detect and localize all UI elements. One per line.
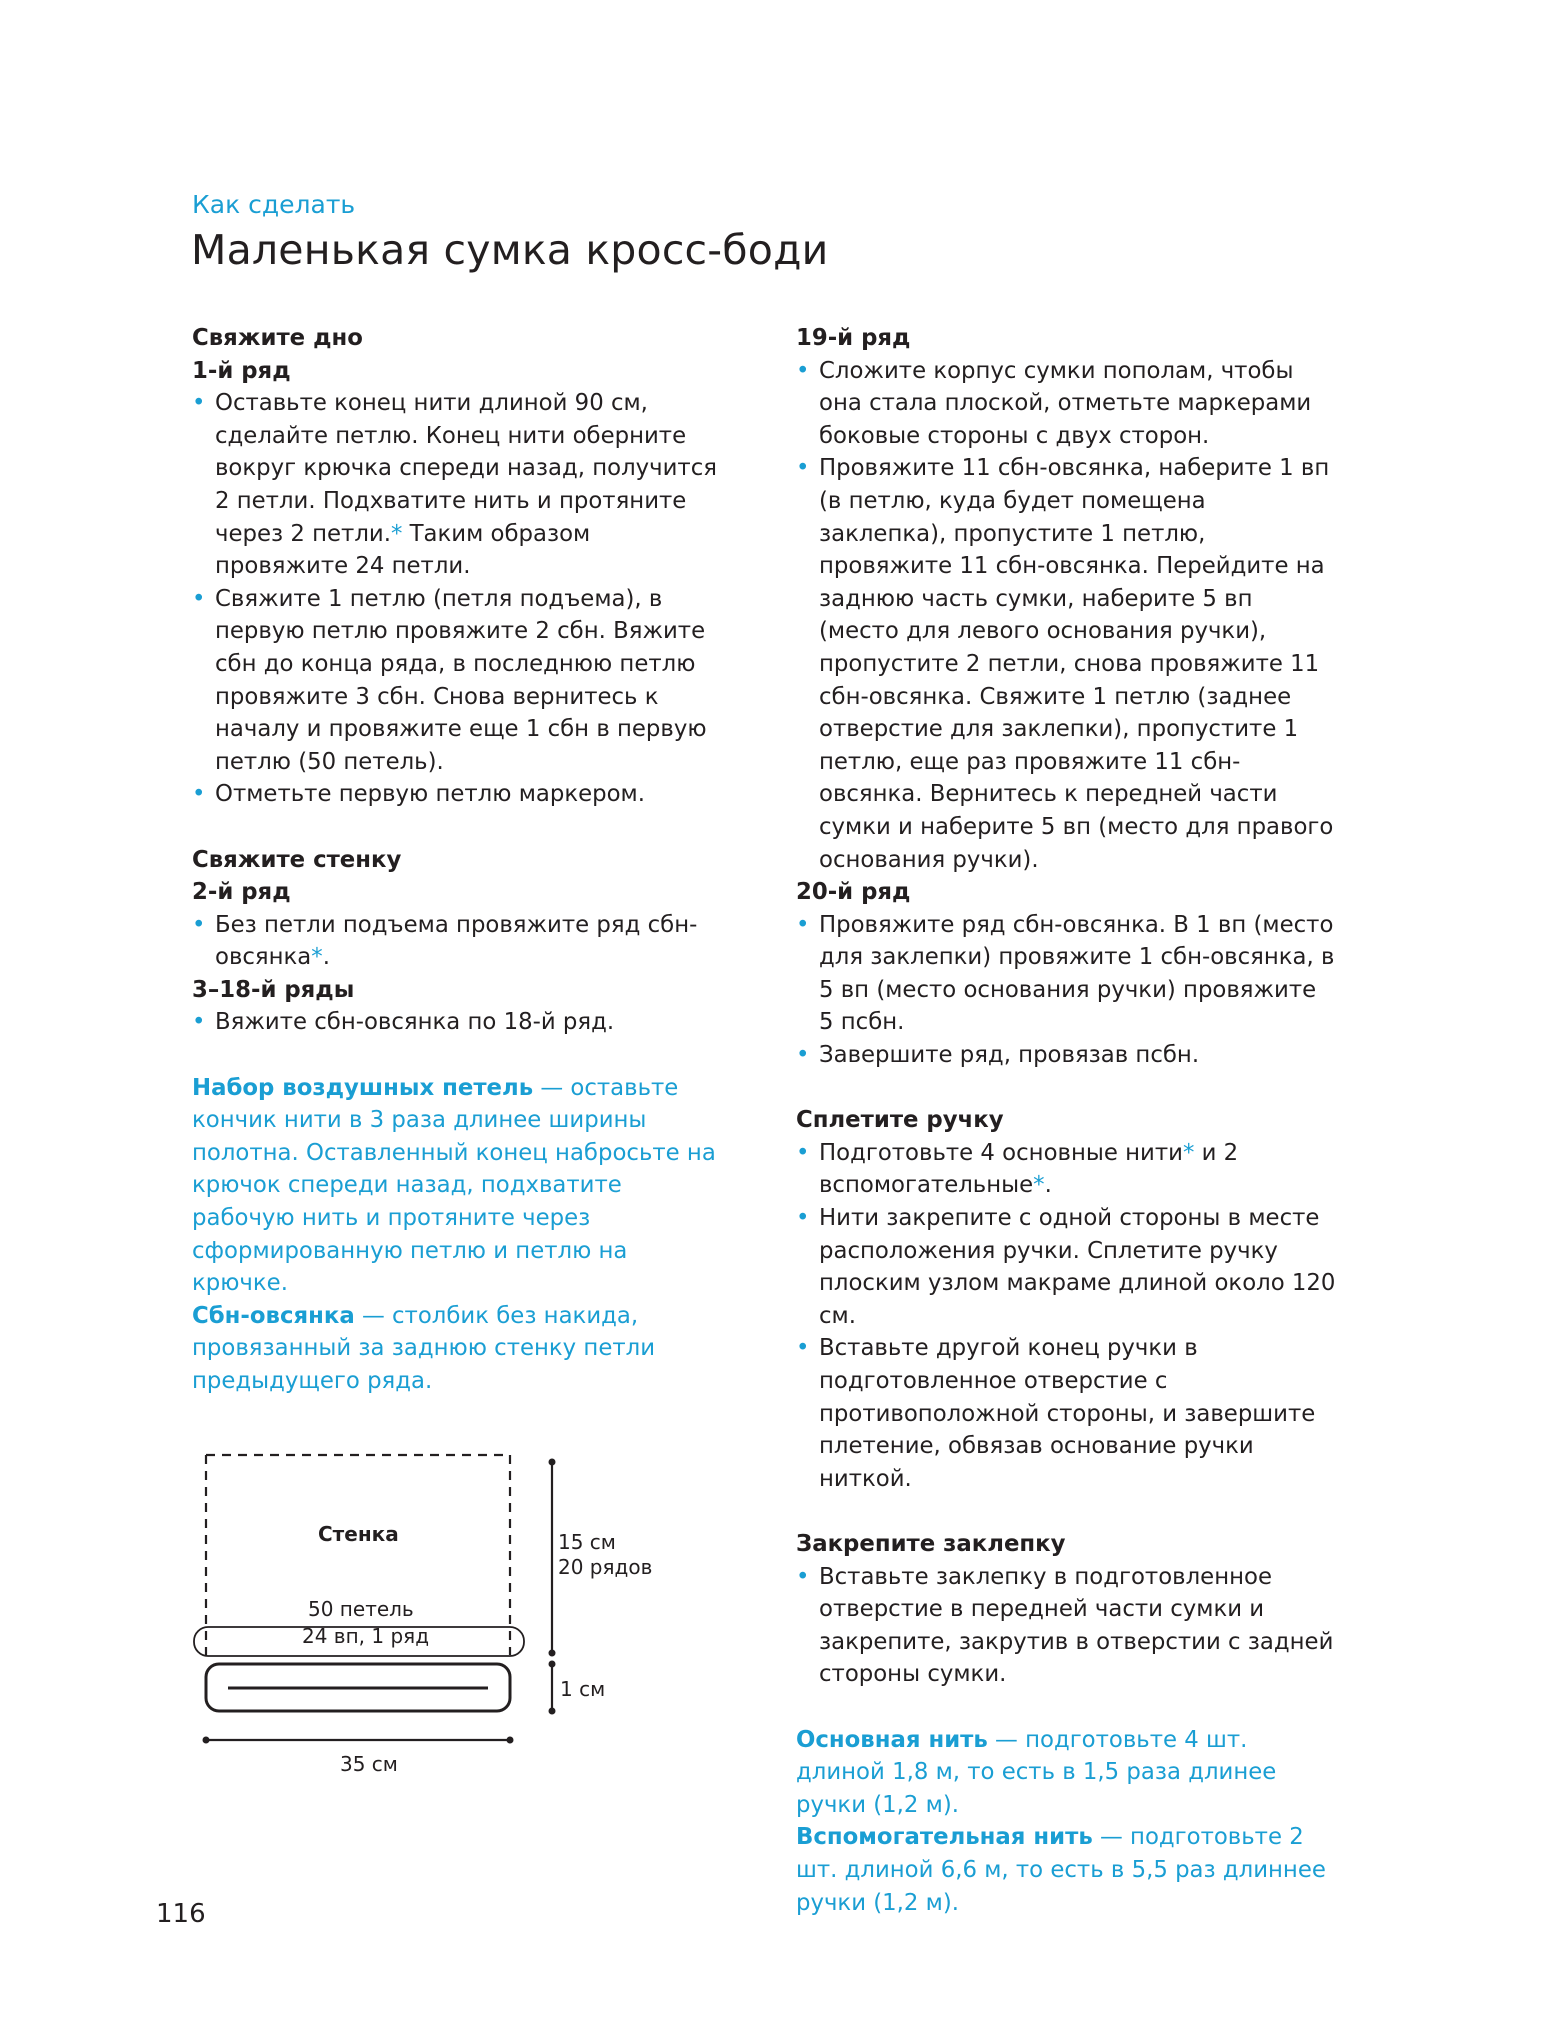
bullet-text: Вяжите сбн-овсянка по 18-й ряд. — [215, 1009, 615, 1036]
bullet-icon: • — [796, 357, 810, 384]
list-item — [192, 583, 722, 779]
footnote-asterisk: * — [1033, 1172, 1045, 1199]
height-cm-label: 15 см — [558, 1530, 616, 1554]
loops-label: 50 петель — [308, 1597, 414, 1621]
bag-schematic-diagram — [190, 1440, 670, 1780]
list-item — [796, 452, 1336, 876]
footnote-asterisk: * — [311, 944, 323, 971]
bullet-icon: • — [796, 1205, 810, 1232]
row-label-1: 1-й ряд — [192, 357, 291, 384]
wall-label: Стенка — [318, 1522, 399, 1546]
bullet-icon: • — [796, 455, 810, 482]
page-title: Маленькая сумка кросс-боди — [191, 226, 829, 274]
glossary-term: Вспомогательная нить — [796, 1824, 1093, 1851]
glossary-definition: — подготовьте 2 шт. длиной 6,6 м, то есть в 5,5 раз длиннее ручки (1,2 м). — [796, 1824, 1326, 1916]
glossary-definition: — оставьте кончик нити в 3 раза длинее ширины полотна. Оставленный конец набросьте на крючок спереди назад, подхватите рабочую нить и протяните через сформированную петлю и петлю на крючке. — [192, 1074, 716, 1297]
bullet-icon: • — [192, 1009, 206, 1036]
left-column — [192, 322, 722, 1398]
list-item — [796, 909, 1336, 1039]
bullet-icon: • — [192, 390, 206, 417]
height-rows-label: 20 рядов — [558, 1555, 653, 1579]
glossary-note — [796, 1724, 1336, 1920]
list-item — [796, 1039, 1336, 1072]
bullet-text: Завершите ряд, провязав псбн. — [819, 1042, 1200, 1069]
list-item — [796, 1561, 1336, 1691]
glossary-definition: — столбик без накида, провязанный за заднюю стенку петли предыдущего ряда. — [192, 1302, 656, 1394]
base-height-label: 1 см — [560, 1677, 606, 1701]
bullet-text: Вставьте заклепку в подготовленное отверстие в передней части сумки и закрепите, закрутив в отверстии с задней стороны сумки. — [819, 1563, 1334, 1688]
footnote-asterisk: * — [1182, 1139, 1195, 1166]
bullet-text: Провяжите 11 сбн-овсянка, наберите 1 вп (в петлю, куда будет помещена заклепка), пропустите 1 петлю, провяжите 11 сбн-овсянка. Перейдите на заднюю часть сумки, наберите 5 вп (место для левого основания ручки), пропустите 2 петли, снова провяжите 11 сбн-овсянка. Свяжите 1 петлю (заднее отверстие для заклепки), пропустите 1 петлю, еще раз провяжите 11 сбн-овсянка. Вернитесь к передней части сумки и наберите 5 вп (место для правого основания ручки). — [819, 455, 1334, 873]
width-label: 35 см — [340, 1752, 398, 1776]
glossary-term: Набор воздушных петель — [192, 1074, 534, 1101]
bullet-text: Таким образом провяжите 24 петли. — [215, 520, 591, 580]
heading-wall: Свяжите стенку — [192, 846, 402, 873]
bullet-text: и 2 вспомогательные — [819, 1139, 1239, 1199]
list-item — [796, 1332, 1336, 1495]
bullet-icon: • — [796, 1042, 810, 1069]
bullet-text: Провяжите ряд сбн-овсянка. В 1 вп (место для заклепки) провяжите 1 сбн-овсянка, в 5 вп (место основания ручки) провяжите 5 псбн. — [819, 911, 1335, 1036]
bullet-text: Нити закрепите с одной стороны в месте расположения ручки. Сплетите ручку плоским узлом макраме длиной около 120 см. — [819, 1205, 1336, 1329]
row-label-19: 19-й ряд — [796, 325, 911, 351]
row-label-20: 20-й ряд — [796, 879, 911, 906]
glossary-note — [192, 1072, 722, 1398]
heading-bottom: Свяжите дно — [192, 325, 363, 351]
chain-label: 24 вп, 1 ряд — [302, 1624, 430, 1648]
bullet-text: Вставьте другой конец ручки в подготовленное отверстие с противоположной стороны, и завершите плетение, обвязав основание ручки ниткой. — [819, 1335, 1316, 1492]
bullet-icon: • — [796, 1563, 810, 1590]
list-item — [192, 778, 722, 811]
list-item — [796, 1202, 1336, 1332]
section-kicker: Как сделать — [192, 190, 356, 219]
bullet-icon: • — [192, 911, 206, 938]
bullet-icon: • — [796, 911, 810, 938]
bullet-icon: • — [192, 585, 206, 612]
heading-handle: Сплетите ручку — [796, 1107, 1004, 1134]
bullet-text: Свяжите 1 петлю (петля подъема), в первую петлю провяжите 2 сбн. Вяжите сбн до конца ряда, в последнюю петлю провяжите 3 сбн. Снова вернитесь к началу и провяжите еще 1 сбн в первую петлю (50 петель). — [215, 585, 707, 775]
list-item — [192, 1006, 722, 1039]
footnote-asterisk: * — [390, 520, 403, 547]
list-item: • Подготовьте 4 основные нити* и 2 вспомогательные*. — [796, 1137, 1336, 1202]
list-item — [796, 355, 1336, 453]
glossary-term: Сбн-овсянка — [192, 1302, 355, 1329]
list-item — [192, 387, 722, 583]
list-item: • Без петли подъема провяжите ряд сбн-овсянка*. — [192, 909, 722, 974]
schematic-drawing — [190, 1440, 670, 1780]
bullet-text: Подготовьте 4 основные нити — [819, 1139, 1183, 1166]
page-number: 116 — [156, 1899, 206, 1929]
heading-rivet: Закрепите заклепку — [796, 1530, 1066, 1557]
row-label-2: 2-й ряд — [192, 879, 291, 906]
right-column — [796, 322, 1336, 1919]
bullet-icon: • — [796, 1139, 810, 1166]
glossary-definition: — подготовьте 4 шт. длиной 1,8 м, то есть в 1,5 раза длинее ручки (1,2 м). — [796, 1726, 1277, 1818]
glossary-term: Основная нить — [796, 1726, 988, 1753]
bullet-text: Оставьте конец нити длиной 90 см, сделайте петлю. Конец нити оберните вокруг крючка спереди назад, получится 2 петли. Подхватите нить и протяните через 2 петли. — [215, 390, 717, 547]
row-label-3-18: 3–18-й ряды — [192, 976, 355, 1003]
bullet-icon: • — [192, 781, 206, 808]
bullet-text: Отметьте первую петлю маркером. — [215, 781, 645, 808]
bullet-icon: • — [796, 1335, 810, 1362]
bullet-text: Сложите корпус сумки пополам, чтобы она стала плоской, отметьте маркерами боковые стороны с двух сторон. — [819, 357, 1312, 449]
bullet-text: Без петли подъема провяжите ряд сбн-овсянка — [215, 911, 698, 971]
